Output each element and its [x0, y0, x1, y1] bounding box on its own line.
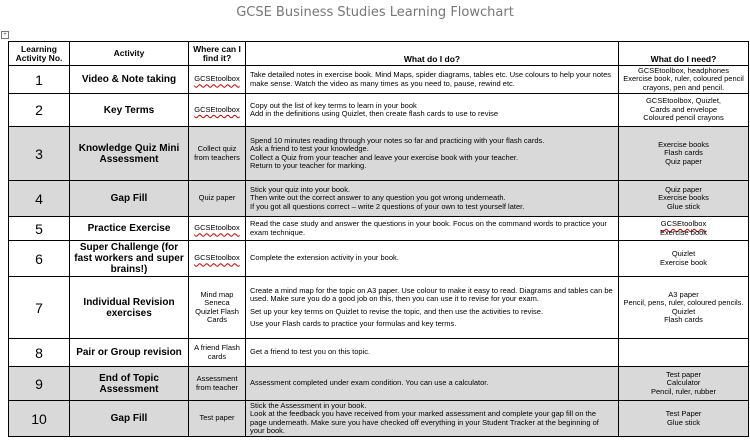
row-need [619, 339, 749, 367]
table-row [9, 241, 749, 277]
row-activity: Gap Fill [70, 401, 189, 437]
row-what: Stick the Assessment in your book. Look at the feedback you have received from your marked assessment and complete your gap fill on the page underneath. Make sure you have checked off everything in your Student Tracker at the beginning of your book. [246, 401, 619, 437]
row-what: Take detailed notes in exercise book. Mind Maps, spider diagrams, tables etc. Use colours to help your notes make sense. Watch the video as many times as you need to, pause, rewind etc. [246, 66, 619, 94]
row-what: Complete the extension activity in your book. [246, 241, 619, 277]
table-row [9, 66, 749, 94]
row-need: A3 paper Pencil, pens, ruler, coloured pencils. Quizlet Flash cards [619, 277, 749, 339]
table-row [9, 401, 749, 437]
row-activity: Pair or Group revision [70, 339, 189, 367]
row-what: Assessment completed under exam condition. You can use a calculator. [246, 367, 619, 401]
row-need: GCSEtoolbox, headphones Exercise book, ruler, coloured pencil crayons, pen and pencil. [619, 66, 749, 94]
row-where: Mind map Seneca Quizlet Flash Cards [189, 277, 246, 339]
row-need: Quiz paper Exercise books Glue stick [619, 181, 749, 217]
page-title: GCSE Business Studies Learning Flowchart [236, 5, 514, 20]
row-where: GCSEtoolbox [189, 217, 246, 241]
table-row [9, 127, 749, 181]
row-activity: Practice Exercise [70, 217, 189, 241]
row-what: Copy out the list of key terms to learn in your book Add in the definitions using Quizlet, then create flash cards to use to revise [246, 94, 619, 127]
header-activity: Activity [70, 42, 189, 66]
row-what: Create a mind map for the topic on A3 paper. Use colour to make it easy to read. Diagrams and tables can be used. Make sure you do a good job on this, then you can use it to revise for your exam. Set up your key terms on Quizlet to revise the topic, and then use the activities to revise. Use your Flash cards to practice your formulas and key terms. [246, 277, 619, 339]
row-need: Quizlet Exercise book [619, 241, 749, 277]
row-number: 5 [9, 217, 70, 241]
table-row [9, 181, 749, 217]
row-where: GCSEtoolbox [189, 94, 246, 127]
header-activity-no: Learning Activity No. [9, 42, 70, 66]
row-number: 10 [9, 401, 70, 437]
row-number: 7 [9, 277, 70, 339]
row-need: GCSEtoolbox, Quizlet, Cards and envelope Coloured pencil crayons [619, 94, 749, 127]
row-activity: Video & Note taking [70, 66, 189, 94]
row-number: 4 [9, 181, 70, 217]
row-activity: Gap Fill [70, 181, 189, 217]
table-row [9, 94, 749, 127]
row-where: GCSEtoolbox [189, 66, 246, 94]
row-where: GCSEtoolbox [189, 241, 246, 277]
row-need: Exercise books Flash cards Quiz paper [619, 127, 749, 181]
row-activity: End of Topic Assessment [70, 367, 189, 401]
row-activity: Super Challenge (for fast workers and super brains!) [70, 241, 189, 277]
row-number: 8 [9, 339, 70, 367]
header-need: What do I need? [619, 42, 749, 66]
row-where: Test paper [189, 401, 246, 437]
row-need: Test Paper Glue stick [619, 401, 749, 437]
table-row [9, 217, 749, 241]
row-what: Stick your quiz into your book. Then write out the correct answer to any question you got wrong underneath. If you got all questions correct – write 2 questions of your own to test yourself later. [246, 181, 619, 217]
row-number: 9 [9, 367, 70, 401]
header-what: What do I do? [246, 42, 619, 66]
row-activity: Knowledge Quiz Mini Assessment [70, 127, 189, 181]
header-where: Where can I find it? [189, 42, 246, 66]
row-number: 6 [9, 241, 70, 277]
row-need: GCSEtoolbox Exercise book [619, 217, 749, 241]
row-where: Assessment from teacher [189, 367, 246, 401]
row-activity: Individual Revision exercises [70, 277, 189, 339]
row-number: 2 [9, 94, 70, 127]
row-where: A friend Flash cards [189, 339, 246, 367]
row-what: Spend 10 minutes reading through your notes so far and practicing with your flash cards. Ask a friend to test your knowledge. Collect a Quiz from your teacher and leave your exercise book with your teacher. Return to your teacher for marking. [246, 127, 619, 181]
row-need: Test paper Calculator Pencil, ruler, rubber [619, 367, 749, 401]
table-row [9, 339, 749, 367]
table-move-handle-icon[interactable]: + [1, 31, 9, 39]
row-where: Collect quiz from teachers [189, 127, 246, 181]
learning-flowchart-table [8, 41, 749, 437]
row-what: Read the case study and answer the questions in your book. Focus on the command words to practice your exam technique. [246, 217, 619, 241]
table-row [9, 367, 749, 401]
row-activity: Key Terms [70, 94, 189, 127]
table-row [9, 277, 749, 339]
row-number: 3 [9, 127, 70, 181]
row-where: Quiz paper [189, 181, 246, 217]
row-what: Get a friend to test you on this topic. [246, 339, 619, 367]
row-number: 1 [9, 66, 70, 94]
